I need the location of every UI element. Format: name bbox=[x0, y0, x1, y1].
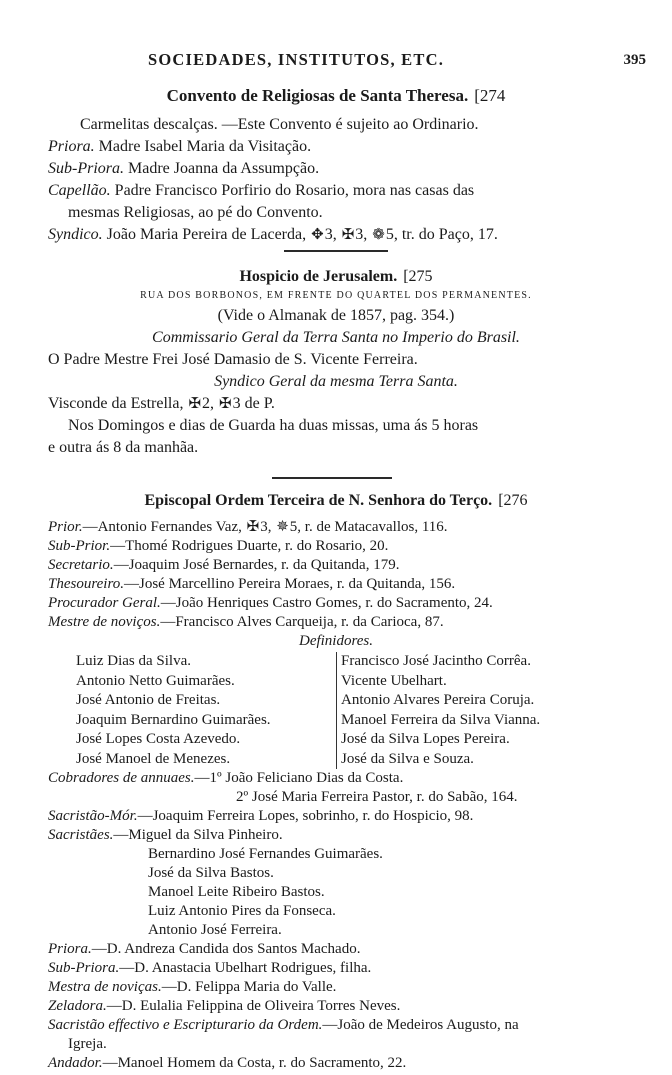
role-value: —1º João Feliciano Dias da Costa. bbox=[194, 770, 404, 786]
role-label: Syndico. bbox=[48, 226, 103, 243]
role-value: —D. Anastacia Ubelhart Rodrigues, filha. bbox=[119, 960, 372, 976]
address-line: RUA DOS BORBONOS, EM FRENTE DO QUARTEL DOS PERMANENTES. bbox=[140, 290, 532, 301]
decoration-count: 3, bbox=[324, 226, 337, 243]
decoration-count: 5, r. de Matacavallos, 116. bbox=[289, 519, 448, 535]
syndico-line bbox=[0, 224, 672, 246]
sacristao-mor-line bbox=[48, 807, 648, 826]
cross-icon: ✠ bbox=[219, 396, 232, 412]
role-label: Zeladora. bbox=[48, 998, 107, 1014]
sacristaes-line bbox=[48, 826, 648, 845]
role-value: —D. Eulalia Felippina de Oliveira Torres Neves. bbox=[106, 998, 401, 1014]
cross-icon: ✠ bbox=[188, 396, 202, 412]
list-item: Luiz Antonio Pires da Fonseca. bbox=[148, 903, 336, 919]
decoration-count: 2, bbox=[202, 395, 215, 412]
section-hospicio bbox=[0, 268, 672, 459]
role-label: Sub-Priora. bbox=[48, 960, 120, 976]
list-item: Joaquim Bernardino Guimarães. bbox=[76, 711, 271, 728]
list-item: José Manoel de Menezes. bbox=[76, 750, 231, 767]
list-item: José da Silva e Souza. bbox=[341, 750, 474, 767]
role-label: Procurador Geral. bbox=[48, 595, 161, 611]
role-value: Padre Francisco Porfirio do Rosario, mora nas casas das bbox=[114, 182, 475, 199]
prior-line bbox=[48, 518, 672, 537]
role-value: João Maria Pereira de Lacerda, bbox=[106, 226, 307, 243]
visconde-line bbox=[0, 393, 672, 415]
section-heading bbox=[0, 86, 672, 106]
role-value: —Joaquim José Bernardes, r. da Quitanda, 179. bbox=[113, 557, 400, 573]
running-head-title: SOCIEDADES, INSTITUTOS, ETC. bbox=[148, 50, 445, 69]
section-heading bbox=[0, 492, 672, 510]
role-value: Madre Joanna da Assumpção. bbox=[128, 160, 320, 177]
sacristao-effectivo-line bbox=[48, 1016, 648, 1035]
visconde-name: Visconde da Estrella, bbox=[48, 395, 184, 412]
definidores-left-column bbox=[76, 652, 271, 769]
role-label: Sub-Prior. bbox=[48, 538, 111, 554]
running-head bbox=[0, 50, 672, 74]
secretario-line bbox=[48, 556, 672, 575]
role-value: Madre Isabel Maria da Visitação. bbox=[98, 138, 312, 155]
missas-line-2: e outra ás 8 da manhãa. bbox=[48, 439, 199, 456]
role-value: —João de Medeiros Augusto, na bbox=[322, 1017, 519, 1033]
role-label: Cobradores de annuaes. bbox=[48, 770, 195, 786]
andador-line bbox=[48, 1054, 648, 1073]
section-convento bbox=[0, 86, 672, 246]
list-item: José da Silva Bastos. bbox=[148, 865, 274, 881]
role-label: Secretario. bbox=[48, 557, 114, 573]
role-label: Capellão. bbox=[48, 182, 111, 199]
list-item: José Lopes Costa Azevedo. bbox=[76, 731, 241, 747]
padre-line: O Padre Mestre Frei José Damasio de S. Vicente Ferreira. bbox=[48, 351, 418, 368]
cross-icon: ✠ bbox=[341, 227, 355, 243]
sacristao-effectivo-line-2: Igreja. bbox=[68, 1036, 107, 1052]
role-label: Sacristão-Mór. bbox=[48, 808, 138, 824]
reference-line: (Vide o Almanak de 1857, pag. 354.) bbox=[217, 307, 455, 324]
list-item: Francisco José Jacintho Corrêa. bbox=[341, 653, 531, 669]
decoration-count: 5, tr. do Paço, 17. bbox=[385, 226, 498, 243]
role-label: Sacristães. bbox=[48, 827, 114, 843]
heading-title: Convento de Religiosas de Santa Theresa. bbox=[166, 86, 469, 105]
subpriora-line bbox=[0, 158, 672, 180]
zeladora-line bbox=[48, 997, 648, 1016]
priora-line bbox=[48, 940, 648, 959]
section-number: [274 bbox=[474, 86, 506, 105]
star-icon: ✵ bbox=[276, 519, 289, 535]
capellao-line-2: mesmas Religiosas, ao pé do Convento. bbox=[68, 204, 323, 221]
procurador-line bbox=[48, 594, 672, 613]
syndico-geral-line: Syndico Geral da mesma Terra Santa. bbox=[214, 373, 458, 390]
capellao-line bbox=[0, 180, 672, 202]
thesoureiro-line bbox=[48, 575, 672, 594]
role-label: Andador. bbox=[48, 1055, 103, 1071]
staff-block bbox=[48, 769, 648, 1073]
rose-icon: ❁ bbox=[372, 227, 385, 243]
list-item: Bernardino José Fernandes Guimarães. bbox=[148, 846, 383, 862]
role-value: —Antonio Fernandes Vaz, bbox=[82, 519, 242, 535]
section-divider bbox=[284, 250, 388, 252]
sacristaes-list bbox=[48, 845, 648, 940]
role-value: —Joaquim Ferreira Lopes, sobrinho, r. do Hospicio, 98. bbox=[137, 808, 474, 824]
list-item: Antonio José Ferreira. bbox=[148, 922, 282, 938]
definidores-heading: Definidores. bbox=[298, 633, 374, 649]
list-item: Manoel Leite Ribeiro Bastos. bbox=[148, 884, 325, 900]
role-value: —João Henriques Castro Gomes, r. do Sacramento, 24. bbox=[160, 595, 493, 611]
section-episcopal bbox=[0, 492, 672, 1071]
heading-title: Hospicio de Jerusalem. bbox=[239, 268, 398, 285]
list-item: José da Silva Lopes Pereira. bbox=[341, 731, 510, 747]
role-label: Mestra de noviças. bbox=[48, 979, 162, 995]
role-label: Sub-Priora. bbox=[48, 160, 124, 177]
list-item: Antonio Netto Guimarães. bbox=[76, 672, 235, 689]
decoration-count: 3 de P. bbox=[232, 395, 275, 412]
section-divider bbox=[272, 477, 392, 479]
list-item: Vicente Ubelhart. bbox=[341, 672, 447, 689]
section-number: [275 bbox=[403, 268, 433, 285]
section-heading bbox=[0, 268, 672, 286]
cross-icon: ✠ bbox=[246, 519, 260, 535]
role-value: —José Marcellino Pereira Moraes, r. da Quitanda, 156. bbox=[123, 576, 456, 592]
role-label: Priora. bbox=[48, 138, 95, 155]
page-number: 395 bbox=[623, 52, 646, 68]
intro-line: Carmelitas descalças. —Este Convento é sujeito ao Ordinario. bbox=[80, 116, 479, 133]
role-value: —Francisco Alves Carqueija, r. da Carioca, 87. bbox=[160, 614, 444, 630]
subpriora-line bbox=[48, 959, 648, 978]
missas-line: Nos Domingos e dias de Guarda ha duas missas, uma ás 5 horas bbox=[68, 417, 479, 434]
commissario-line: Commissario Geral da Terra Santa no Imperio do Brasil. bbox=[152, 329, 520, 346]
order-cross-icon: ✥ bbox=[311, 227, 324, 243]
role-value: —Thomé Rodrigues Duarte, r. do Rosario, 20. bbox=[110, 538, 389, 554]
subprior-line bbox=[48, 537, 672, 556]
list-item: Manoel Ferreira da Silva Vianna. bbox=[341, 711, 541, 728]
role-label: Sacristão effectivo e Escripturario da Ordem. bbox=[48, 1017, 323, 1033]
role-value: —Miguel da Silva Pinheiro. bbox=[113, 827, 283, 843]
cobradores-line-2: 2º José Maria Ferreira Pastor, r. do Sabão, 164. bbox=[236, 789, 518, 805]
mestre-line bbox=[48, 613, 672, 632]
officers-block bbox=[0, 518, 672, 632]
section-number: [276 bbox=[498, 492, 528, 509]
cobradores-line bbox=[48, 769, 648, 788]
decoration-count: 3, bbox=[355, 226, 368, 243]
role-value: —D. Andreza Candida dos Santos Machado. bbox=[91, 941, 361, 957]
role-label: Mestre de noviços. bbox=[48, 614, 161, 630]
decoration-count: 3, bbox=[260, 519, 272, 535]
list-item: José Antonio de Freitas. bbox=[76, 692, 221, 708]
role-value: —Manoel Homem da Costa, r. do Sacramento, 22. bbox=[102, 1055, 407, 1071]
definidores-right-column bbox=[336, 652, 540, 769]
list-item: Antonio Alvares Pereira Coruja. bbox=[341, 692, 535, 708]
list-item: Luiz Dias da Silva. bbox=[76, 653, 191, 669]
role-label: Prior. bbox=[48, 519, 83, 535]
heading-title: Episcopal Ordem Terceira de N. Senhora do Terço. bbox=[144, 492, 493, 509]
mestra-line bbox=[48, 978, 648, 997]
role-label: Priora. bbox=[48, 941, 92, 957]
role-value: —D. Felippa Maria do Valle. bbox=[161, 979, 337, 995]
priora-line bbox=[0, 136, 672, 158]
role-label: Thesoureiro. bbox=[48, 576, 124, 592]
